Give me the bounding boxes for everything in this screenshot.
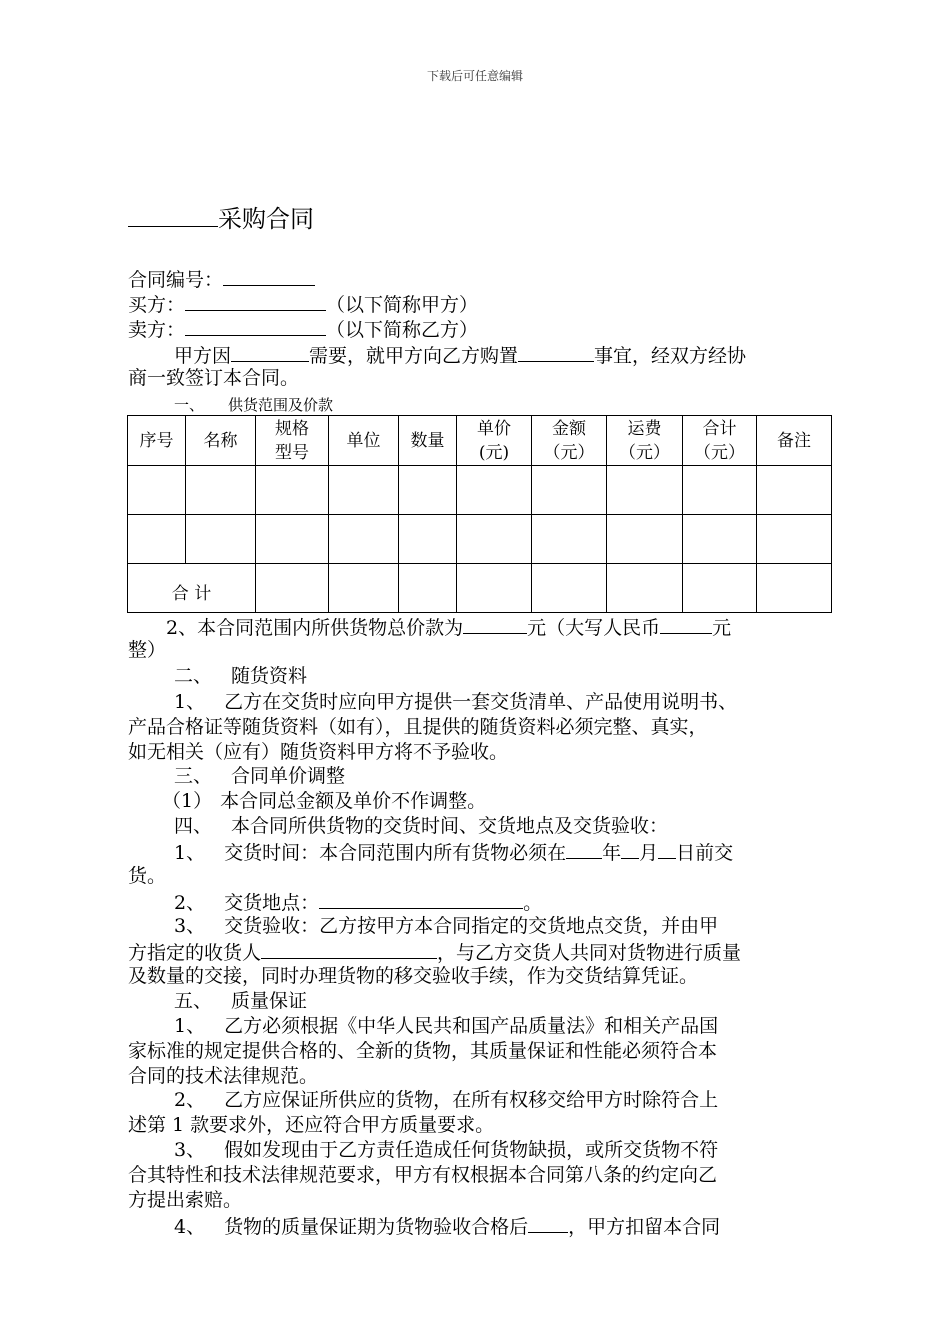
header-cell <box>186 416 256 466</box>
s5-item1-line2: 家标准的规定提供合格的、全新的货物，其质量保证和性能必须符合本 <box>128 1040 718 1062</box>
header-text: 备注 <box>777 430 811 451</box>
table-cell[interactable] <box>757 564 832 613</box>
seller-suffix: （以下简称乙方） <box>326 319 479 341</box>
header-text: 型号 <box>275 442 309 463</box>
s5-item2-line2: 述第 1 款要求外，还应符合甲方质量要求。 <box>128 1114 495 1136</box>
s4-item1-line1 <box>174 839 733 865</box>
s5-item1-line1 <box>174 1014 718 1038</box>
item-text: ，甲方扣留本合同 <box>568 1216 721 1238</box>
table-cell[interactable] <box>532 466 607 515</box>
table-cell[interactable] <box>186 515 256 564</box>
table-cell[interactable] <box>186 466 256 515</box>
item-text: 日前交 <box>676 842 734 864</box>
intro-text: 甲方因 <box>174 345 232 367</box>
section-5-heading <box>174 989 307 1013</box>
contract-title <box>128 202 314 234</box>
header-cell <box>256 416 329 466</box>
s5-item3-line1 <box>174 1138 718 1162</box>
header-cell <box>607 416 683 466</box>
section-number: 四、 <box>174 815 213 837</box>
item-text: 货物的质量保证期为货物验收合格后 <box>224 1216 529 1238</box>
header-cell <box>457 416 532 466</box>
header-text: 金额 <box>552 418 586 439</box>
table-cell[interactable] <box>399 515 457 564</box>
table-cell[interactable] <box>683 515 757 564</box>
table-header-row <box>128 416 832 466</box>
item-number: 2、 <box>174 1089 206 1111</box>
item-text: 假如发现由于乙方责任造成任何货物缺损，或所交货物不符 <box>224 1139 719 1161</box>
table-cell[interactable] <box>128 466 186 515</box>
header-text: 单位 <box>346 430 381 451</box>
item-number: （1） <box>162 790 213 812</box>
item-text: 本合同总金额及单价不作调整。 <box>220 790 487 812</box>
header-text: （元） <box>543 442 595 463</box>
item-text: ，与乙方交货人共同对货物进行质量 <box>437 942 742 964</box>
buyer-line <box>128 291 478 317</box>
table-cell[interactable] <box>399 564 457 613</box>
section-title: 本合同所供货物的交货时间、交货地点及交货验收： <box>231 815 669 837</box>
intro-blank-1 <box>231 342 309 362</box>
intro-text: 需要，就甲方向乙方购置 <box>309 345 519 367</box>
s2-item1-line2: 产品合格证等随货资料（如有），且提供的随货资料必须完整、真实， <box>128 716 708 738</box>
table-cell[interactable] <box>128 515 186 564</box>
table-cell[interactable] <box>607 466 683 515</box>
item-text: 年 <box>602 842 622 864</box>
table-cell[interactable] <box>256 515 329 564</box>
s4-item3-line3: 及数量的交接，同时办理货物的移交验收手续，作为交货结算凭证。 <box>128 965 699 987</box>
section-title: 质量保证 <box>231 990 308 1012</box>
item-number: 3、 <box>174 915 206 937</box>
header-text: (元) <box>478 442 510 463</box>
section-1-heading <box>174 393 333 417</box>
buyer-label: 买方： <box>128 294 186 316</box>
section-number: 一、 <box>174 396 205 414</box>
table-cell[interactable] <box>457 515 532 564</box>
s4-item1-line2: 货。 <box>128 865 167 887</box>
delivery-location-blank <box>319 889 523 909</box>
header-cell <box>757 416 832 466</box>
contract-number-blank <box>223 266 315 286</box>
contract-number-label: 合同编号： <box>128 269 224 291</box>
s5-item2-line1 <box>174 1088 718 1112</box>
header-text: 序号 <box>139 430 174 451</box>
table-cell[interactable] <box>757 515 832 564</box>
intro-line-2: 商一致签订本合同。 <box>128 367 300 389</box>
item-number: 1、 <box>174 691 206 713</box>
total-price-line-2: 整） <box>128 639 167 661</box>
price-text: 元 <box>712 617 732 639</box>
contract-number-line <box>128 266 315 292</box>
table-cell[interactable] <box>757 466 832 515</box>
item-text: 交货地点： <box>224 892 320 914</box>
section-3-heading <box>174 764 345 788</box>
seller-blank <box>185 316 326 336</box>
item-number: 2、 <box>174 892 206 914</box>
section-title: 随货资料 <box>231 665 308 687</box>
table-cell[interactable] <box>329 466 399 515</box>
intro-line-1 <box>174 342 746 368</box>
item-number: 1、 <box>174 1015 206 1037</box>
warranty-blank <box>528 1213 568 1233</box>
section-title: 合同单价调整 <box>231 765 346 787</box>
total-label: 合 计 <box>171 584 212 604</box>
item-number: 1、 <box>174 842 206 864</box>
header-cell <box>683 416 757 466</box>
item-text: 方指定的收货人 <box>128 942 262 964</box>
year-blank <box>566 839 602 859</box>
header-text: （元） <box>619 442 670 463</box>
price-blank-2 <box>660 614 712 634</box>
header-cell <box>329 416 399 466</box>
item-text: 月 <box>639 842 659 864</box>
item-text: 交货验收：乙方按甲方本合同指定的交货地点交货，并由甲 <box>224 915 719 937</box>
header-cell <box>399 416 457 466</box>
table-cell[interactable] <box>683 466 757 515</box>
seller-line <box>128 316 478 342</box>
header-text: 规格 <box>275 418 309 439</box>
section-number: 五、 <box>174 990 213 1012</box>
price-text: 元（大写人民币 <box>527 617 661 639</box>
price-text: 2、本合同范围内所供货物总价款为 <box>166 617 464 639</box>
s5-item4-line1 <box>174 1213 720 1239</box>
s5-item1-line3: 合同的技术法律规范。 <box>128 1065 319 1087</box>
total-price-line-1 <box>166 614 731 640</box>
title-text: 采购合同 <box>218 205 314 233</box>
table-cell[interactable] <box>329 564 399 613</box>
header-text: （元） <box>694 442 745 463</box>
s2-item1-line1 <box>174 690 737 714</box>
header-text: 运费 <box>627 418 662 439</box>
goods-table <box>127 415 832 613</box>
s4-item3-line1 <box>174 914 718 938</box>
header-text: 合计 <box>702 418 737 439</box>
receiver-blank <box>261 939 437 959</box>
intro-blank-2 <box>518 342 594 362</box>
table-cell[interactable] <box>399 466 457 515</box>
section-number: 三、 <box>174 765 213 787</box>
table-cell[interactable] <box>457 466 532 515</box>
table-row <box>128 515 832 564</box>
header-text: 单价 <box>477 418 511 439</box>
header-text: 名称 <box>203 430 238 451</box>
header-cell <box>128 416 186 466</box>
item-text: 。 <box>523 892 543 914</box>
s2-item1-line3: 如无相关（应有）随货资料甲方将不予验收。 <box>128 741 509 763</box>
section-2-heading <box>174 664 307 688</box>
table-cell[interactable] <box>607 564 683 613</box>
item-text: 乙方应保证所供应的货物，在所有权移交给甲方时除符合上 <box>224 1089 719 1111</box>
seller-label: 卖方： <box>128 319 186 341</box>
intro-text: 事宜，经双方经协 <box>594 345 747 367</box>
table-cell[interactable] <box>256 564 329 613</box>
table-cell[interactable] <box>329 515 399 564</box>
table-cell[interactable] <box>457 564 532 613</box>
table-cell[interactable] <box>256 466 329 515</box>
s4-item2 <box>174 889 542 915</box>
item-number: 3、 <box>174 1139 206 1161</box>
item-number: 4、 <box>174 1216 206 1238</box>
header-cell <box>532 416 607 466</box>
item-text: 乙方在交货时应向甲方提供一套交货清单、产品使用说明书、 <box>224 691 738 713</box>
total-label-cell <box>128 564 256 613</box>
section-title: 供货范围及价款 <box>228 396 334 414</box>
table-cell[interactable] <box>532 564 607 613</box>
buyer-blank <box>185 291 326 311</box>
table-cell[interactable] <box>532 515 607 564</box>
table-row <box>128 466 832 515</box>
s3-item1 <box>162 789 486 813</box>
table-cell[interactable] <box>607 515 683 564</box>
item-text: 乙方必须根据《中华人民共和国产品质量法》和相关产品国 <box>224 1015 719 1037</box>
section-4-heading <box>174 814 668 838</box>
day-blank <box>658 839 676 859</box>
title-blank <box>128 202 218 227</box>
s4-item3-line2 <box>128 939 741 965</box>
item-text: 交货时间：本合同范围内所有货物必须在 <box>224 842 567 864</box>
table-total-row <box>128 564 832 613</box>
s5-item3-line3: 方提出索赔。 <box>128 1189 243 1211</box>
header-text: 数量 <box>410 430 445 451</box>
page-header-note: 下载后可任意编辑 <box>426 69 523 83</box>
buyer-suffix: （以下简称甲方） <box>326 294 479 316</box>
table-cell[interactable] <box>683 564 757 613</box>
month-blank <box>621 839 639 859</box>
price-blank-1 <box>463 614 527 634</box>
s5-item3-line2: 合其特性和技术法律规范要求，甲方有权根据本合同第八条的约定向乙 <box>128 1164 718 1186</box>
section-number: 二、 <box>174 665 213 687</box>
